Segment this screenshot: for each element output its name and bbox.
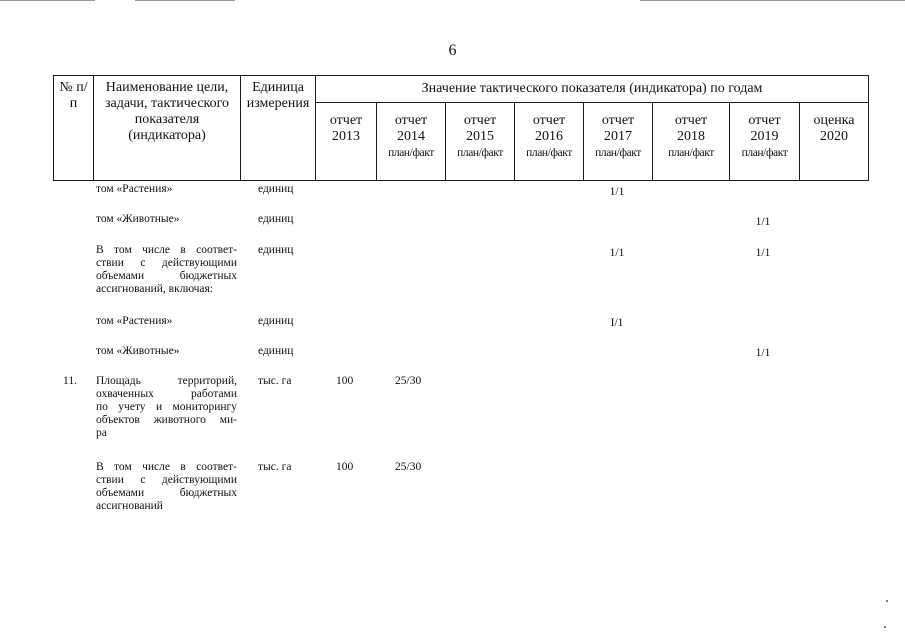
col-header-year: отчет 2017 план/факт <box>584 103 653 181</box>
value-2013: 100 <box>336 461 354 473</box>
row-name: том «Животные» <box>96 213 180 225</box>
scan-speck <box>884 626 886 628</box>
col-header-year: отчет 2015 план/факт <box>446 103 515 181</box>
col-header-year: отчет 2013 <box>316 103 377 181</box>
row-unit: единиц <box>258 244 294 256</box>
row-unit: единиц <box>258 183 294 195</box>
page-number: 6 <box>448 42 457 59</box>
value-2014: 25/30 <box>395 461 422 473</box>
row-name: том «Растения» <box>96 315 173 327</box>
col-header-year: отчет 2014 план/факт <box>377 103 446 181</box>
col-header-name: Наименование цели, задачи, тактического показателя (индикатора) <box>94 76 241 181</box>
col-header-year: отчет 2018 план/факт <box>653 103 730 181</box>
col-header-unit: Единица измерения <box>241 76 316 181</box>
value-2017: I/1 <box>610 317 624 329</box>
row-unit: единиц <box>258 315 294 327</box>
scan-speck <box>886 600 888 602</box>
col-header-values-title: Значение тактического показателя (индикатора) по годам <box>316 76 869 103</box>
value-2019: 1/1 <box>755 347 771 359</box>
row-unit: единиц <box>258 213 294 225</box>
value-2017: 1/1 <box>609 186 625 198</box>
row-name: том «Животные» <box>96 345 180 357</box>
col-header-year: отчет 2016 план/факт <box>515 103 584 181</box>
col-header-year: оценка 2020 <box>800 103 869 181</box>
scan-edge-line-left <box>0 0 95 1</box>
row-unit: тыс. га <box>258 461 292 473</box>
scan-edge-line-right <box>640 0 905 1</box>
value-2013: 100 <box>336 375 354 387</box>
scan-edge-line-mid <box>135 0 235 1</box>
col-header-year: отчет 2019 план/факт <box>730 103 800 181</box>
row-number: 11. <box>63 375 77 387</box>
indicator-table-header <box>53 75 869 181</box>
value-2019: 1/1 <box>755 216 771 228</box>
value-2014: 25/30 <box>395 375 422 387</box>
row-unit: тыс. га <box>258 375 292 387</box>
col-header-number: № п/п <box>54 76 94 181</box>
row-name: Площадь территорий, охваченных работами по учету и мониторингу объектов животного ми- ра <box>96 375 237 439</box>
row-unit: единиц <box>258 345 294 357</box>
row-name: В том числе в соответ- ствии с действующими объемами бюджетных ассигнований, включая: <box>96 244 237 295</box>
value-2019: 1/1 <box>755 247 771 259</box>
row-name: В том числе в соответ- ствии с действующими объемами бюджетных ассигнований <box>96 461 237 512</box>
value-2017: 1/1 <box>609 247 625 259</box>
row-name: том «Растения» <box>96 183 173 195</box>
